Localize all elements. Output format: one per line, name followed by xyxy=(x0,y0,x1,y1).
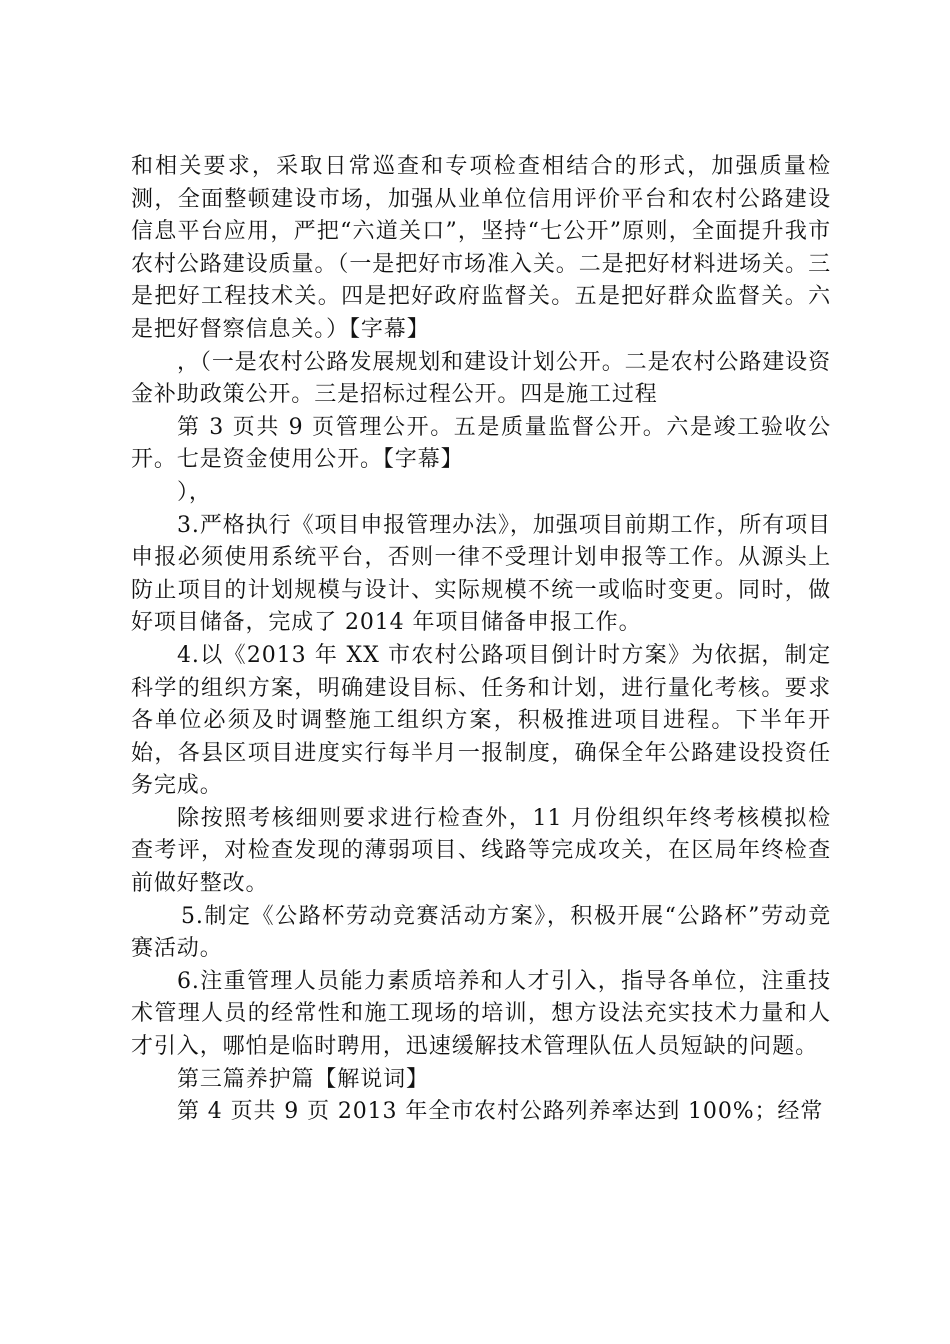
paragraph-closing-bracket: ）， xyxy=(177,479,212,505)
section-heading-maintenance: 第三篇养护篇【解说词】 xyxy=(177,1066,429,1092)
paragraph-item-3: 3.严格执行《项目申报管理办法》，加强项目前期工作，所有项目申报必须使用系统平台，否则一律不受理计划申报等工作。从源头上防止项目的计划规模与设计、实际规模不统一或临时变更。同时，做好项目储备，完成了 2014 年项目储备申报工作。 xyxy=(131,512,831,636)
paragraph-page-4-start: 第 4 页共 9 页 2013 年全市农村公路列养率达到 100%；经常 xyxy=(177,1099,824,1125)
document-body xyxy=(131,151,831,1129)
paragraph-page-3-footer-text: 第 3 页共 9 页管理公开。五是质量监督公开。六是竣工验收公开。七是资金使用公开。【字幕】 xyxy=(131,414,831,473)
paragraph-item-5: 5.制定《公路杯劳动竞赛活动方案》，积极开展“公路杯”劳动竞赛活动。 xyxy=(131,903,831,962)
paragraph-item-4: 4.以《2013 年 XX 市农村公路项目倒计时方案》为依据，制定科学的组织方案，明确建设目标、任务和计划，进行量化考核。要求各单位必须及时调整施工组织方案，积极推进项目进程。下半年开始，各县区项目进度实行每半月一报制度，确保全年公路建设投资任务完成。 xyxy=(131,642,831,799)
paragraph-annual-assessment: 除按照考核细则要求进行检查外，11 月份组织年终考核模拟检查考评，对检查发现的薄弱项目、线路等完成攻关，在区局年终检查前做好整改。 xyxy=(131,805,831,897)
paragraph-quality-control: 和相关要求，采取日常巡查和专项检查相结合的形式，加强质量检测，全面整顿建设市场，加强从业单位信用评价平台和农村公路建设信息平台应用，严把“六道关口”，坚持“七公开”原则，全面提升我市农村公路建设质量。（一是把好市场准入关。二是把好材料进场关。三是把好工程技术关。四是把好政府监督关。五是把好群众监督关。六是把好督察信息关。）【字幕】 xyxy=(131,154,831,342)
paragraph-item-6: 6.注重管理人员能力素质培养和人才引入，指导各单位，注重技术管理人员的经常性和施工现场的培训，想方设法充实技术力量和人才引入，哪怕是临时聘用，迅速缓解技术管理队伍人员短缺的问题。 xyxy=(131,968,831,1060)
paragraph-seven-disclosures: ，（一是农村公路发展规划和建设计划公开。二是农村公路建设资金补助政策公开。三是招标过程公开。四是施工过程 xyxy=(131,349,831,408)
